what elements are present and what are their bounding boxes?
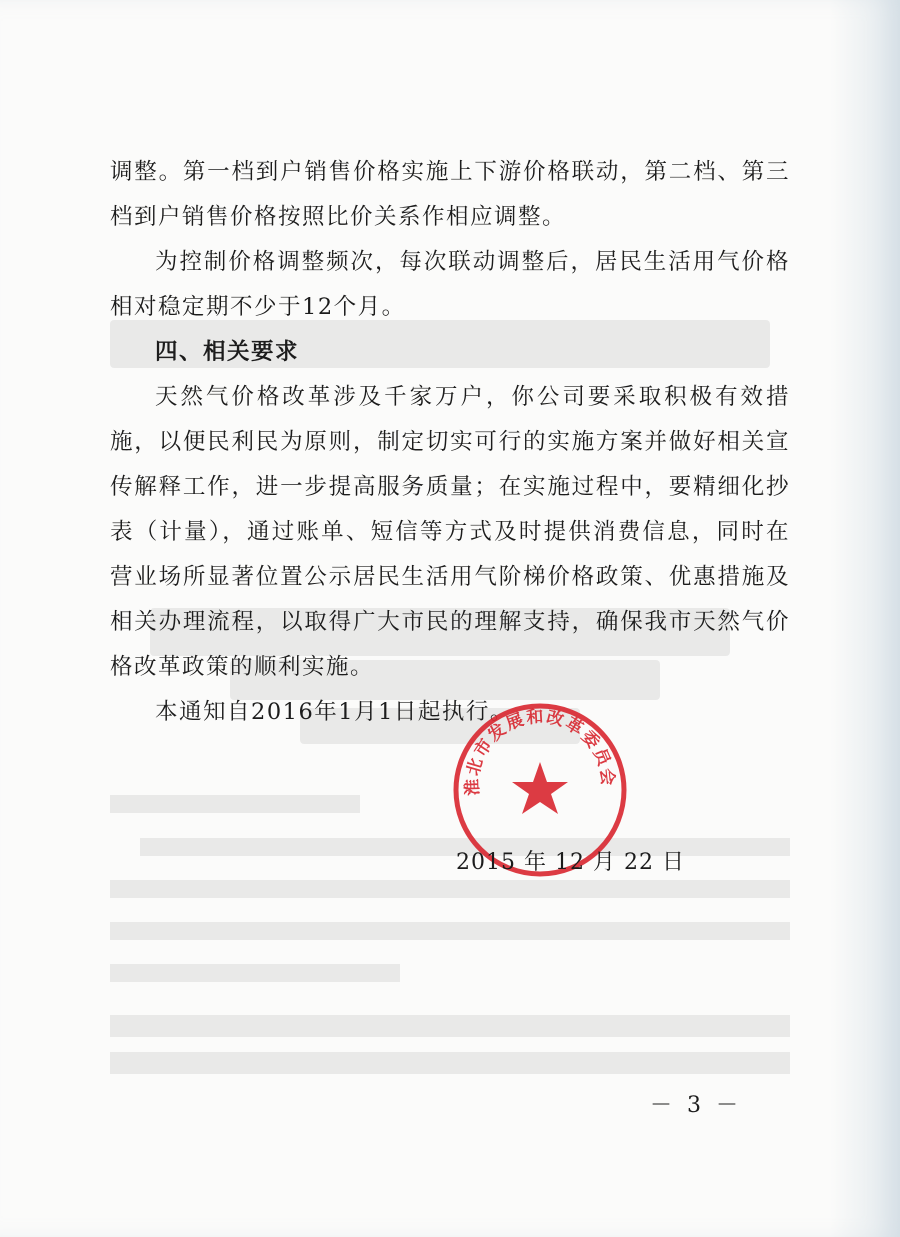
document-body <box>110 150 790 735</box>
paragraph-effective-date: 本通知自2016年1月1日起执行。 <box>155 699 514 725</box>
issue-date: 2015 年 12 月 22 日 <box>456 850 685 875</box>
paragraph-price-linkage: 调整。第一档到户销售价格实施上下游价格联动，第二档、第三档到户销售价格按照比价关系作相应调整。 <box>110 159 790 230</box>
paragraph-requirements: 天然气价格改革涉及千家万户，你公司要采取积极有效措施，以便民利民为原则，制定切实可行的实施方案并做好相关宣传解释工作，进一步提高服务质量；在实施过程中，要精细化抄表（计量），通过账单、短信等方式及时提供消费信息，同时在营业场所显著位置公示居民生活用气阶梯价格政策、优惠措施及相关办理流程，以取得广大市民的理解支持，确保我市天然气价格改革政策的顺利实施。 <box>110 384 790 680</box>
seal-star-icon <box>512 762 568 814</box>
scan-edge-shadow <box>830 0 900 1237</box>
page-number: － 3 － <box>650 1093 742 1118</box>
section-heading-requirements: 四、相关要求 <box>155 339 300 365</box>
paragraph-adjustment-frequency: 为控制价格调整频次，每次联动调整后，居民生活用气价格相对稳定期不少于12个月。 <box>110 249 790 320</box>
seal-text: 淮北市发展和改革委员会 <box>462 706 618 797</box>
